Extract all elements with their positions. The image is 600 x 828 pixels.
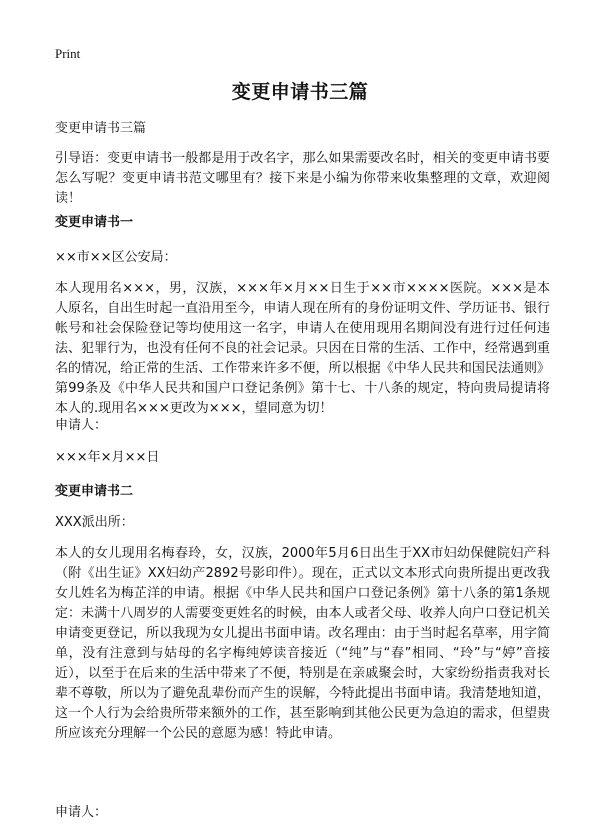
section-1-applicant: 申请人： (55, 418, 108, 433)
section-1-salutation: ××市××区公安局： (55, 250, 177, 265)
section-2-applicant: 申请人： (55, 805, 108, 820)
section-2-body: 本人的女儿现用名梅春玲，女，汉族，2000年5月6日出生于XX市妇幼保健院妇产科（附《出生证》XX妇幼产2892号影印件）。现在，正式以文本形式向贵所提出更改我女儿姓名为梅芷洋的申请。根据《中华人民共和国户口登记条例》第十八条的第1条规定：未满十八周岁的人需要变更姓名的时候，由本人或者父母、收养人向户口登记机关申请变更登记，所以我现为女儿提出书面申请。改名理由：由于当时起名草率，用字简单，没有注意到与姑母的名字梅纯婷读音接近（“纯”与“春”相同、“玲”与“婷”音接近），以至于在后来的生活中带来了不便，特别是在亲戚聚会时，大家纷纷指责我对长辈不尊敬，所以为了避免乱辈份而产生的误解，今特此提出书面申请。我清楚地知道，这一个人行为会给贵所带来额外的工作，甚至影响到其他公民更为急迫的需求，但望贵所应该充分理解一个公民的意愿为感！特此申请。 (55, 546, 550, 741)
section-1-body: 本人现用名×××，男，汉族，×××年×月××日生于××市××××医院。×××是本人原名，自出生时起一直沿用至今，申请人现在所有的身份证明文件、学历证书、银行帐号和社会保险登记等均使用这一名字，申请人在使用现用名期间没有进行过任何违法、犯罪行为，也没有任何不良的社会记录。只因在日常的生活、工作中，经常遇到重名的情况，给正常的生活、工作带来许多不便，所以根据《中华人民共和国民法通则》第99条及《中华人民共和国户口登记条例》第十七、十八条的规定，特向贵局提请将本人的.现用名×××更改为×××，望同意为切！ (55, 281, 550, 416)
section-1-heading: 变更申请书一 (55, 215, 134, 230)
document-title: 变更申请书三篇 (231, 81, 369, 103)
document-subtitle: 变更申请书三篇 (55, 121, 147, 136)
section-2-heading: 变更申请书二 (55, 484, 134, 499)
section-2-salutation: XXX派出所： (55, 515, 134, 530)
print-link[interactable]: Print (55, 46, 81, 61)
intro-paragraph: 引导语：变更申请书一般都是用于改名字，那么如果需要改名时，相关的变更申请书要怎么写呢？变更申请书范文哪里有？接下来是小编为你带来收集整理的文章，欢迎阅读！ (55, 151, 550, 206)
section-1-date: ×××年×月××日 (55, 450, 160, 465)
